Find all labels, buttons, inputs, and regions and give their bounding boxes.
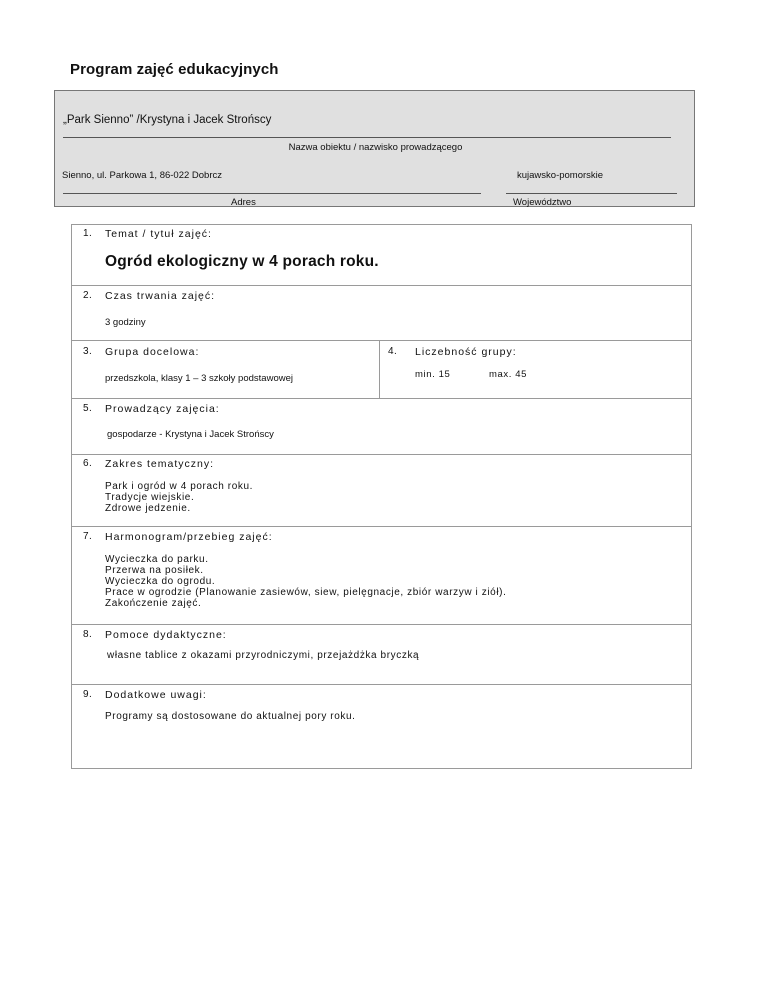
section-5-number: 5. [83,403,93,414]
voivodeship-label: Województwo [513,197,572,208]
section-5-value: gospodarze - Krystyna i Jacek Strońscy [107,429,274,440]
row-divider [72,285,691,286]
voivodeship-value: kujawsko-pomorskie [517,170,604,181]
section-6-line: Tradycje wiejskie. [105,492,195,503]
row-divider [72,340,691,341]
section-8-value: własne tablice z okazami przyrodniczymi, przejażdżka bryczką [107,650,420,661]
section-5-label: Prowadzący zajęcia: [105,403,220,415]
section-8-number: 8. [83,629,93,640]
section-7-line: Wycieczka do parku. [105,554,209,565]
section-1-value: Ogród ekologiczny w 4 porach roku. [105,253,379,270]
section-6-label: Zakres tematyczny: [105,458,215,470]
section-6-line: Zdrowe jedzenie. [105,503,191,514]
address-value: Sienno, ul. Parkowa 1, 86-022 Dobrcz [62,170,223,181]
voivodeship-underline [506,193,677,194]
section-2-number: 2. [83,290,93,301]
section-7-line: Przerwa na posiłek. [105,565,204,576]
group-size-max: max. 45 [489,369,527,380]
section-9-label: Dodatkowe uwagi: [105,689,207,701]
section-3-value: przedszkola, klasy 1 – 3 szkoły podstawowej [105,373,293,384]
row-divider [72,526,691,527]
row-divider [72,398,691,399]
address-underline [63,193,481,194]
program-table [71,224,692,769]
section-1-number: 1. [83,228,93,239]
row-divider [72,624,691,625]
section-9-number: 9. [83,689,93,700]
group-size-min: min. 15 [415,369,451,380]
section-7-line: Wycieczka do ogrodu. [105,576,216,587]
row-divider [72,684,691,685]
section-2-value: 3 godziny [105,317,146,328]
section-7-line: Zakończenie zajęć. [105,598,202,609]
section-7-line: Prace w ogrodzie (Planowanie zasiewów, siew, pielęgnacje, zbiór warzyw i ziół). [105,587,507,598]
section-3-label: Grupa docelowa: [105,346,200,358]
section-9-value: Programy są dostosowane do aktualnej pory roku. [105,711,356,722]
section-4-number: 4. [388,346,398,357]
section-2-label: Czas trwania zajęć: [105,290,216,302]
facility-label: Nazwa obiektu / nazwisko prowadzącego [288,142,463,153]
section-1-label: Temat / tytuł zajęć: [105,228,212,240]
section-7-number: 7. [83,531,93,542]
address-label: Adres [231,197,256,208]
row-divider [72,454,691,455]
section-8-label: Pomoce dydaktyczne: [105,629,227,641]
facility-name: „Park Sienno” /Krystyna i Jacek Strońscy [63,114,272,126]
section-7-label: Harmonogram/przebieg zajęć: [105,531,273,543]
facility-underline [63,137,671,138]
column-divider [379,340,380,398]
facility-header-box [54,90,695,207]
section-4-label: Liczebność grupy: [415,346,517,358]
section-3-number: 3. [83,346,93,357]
page-title: Program zajęć edukacyjnych [70,61,279,78]
section-6-line: Park i ogród w 4 porach roku. [105,481,254,492]
section-6-number: 6. [83,458,93,469]
